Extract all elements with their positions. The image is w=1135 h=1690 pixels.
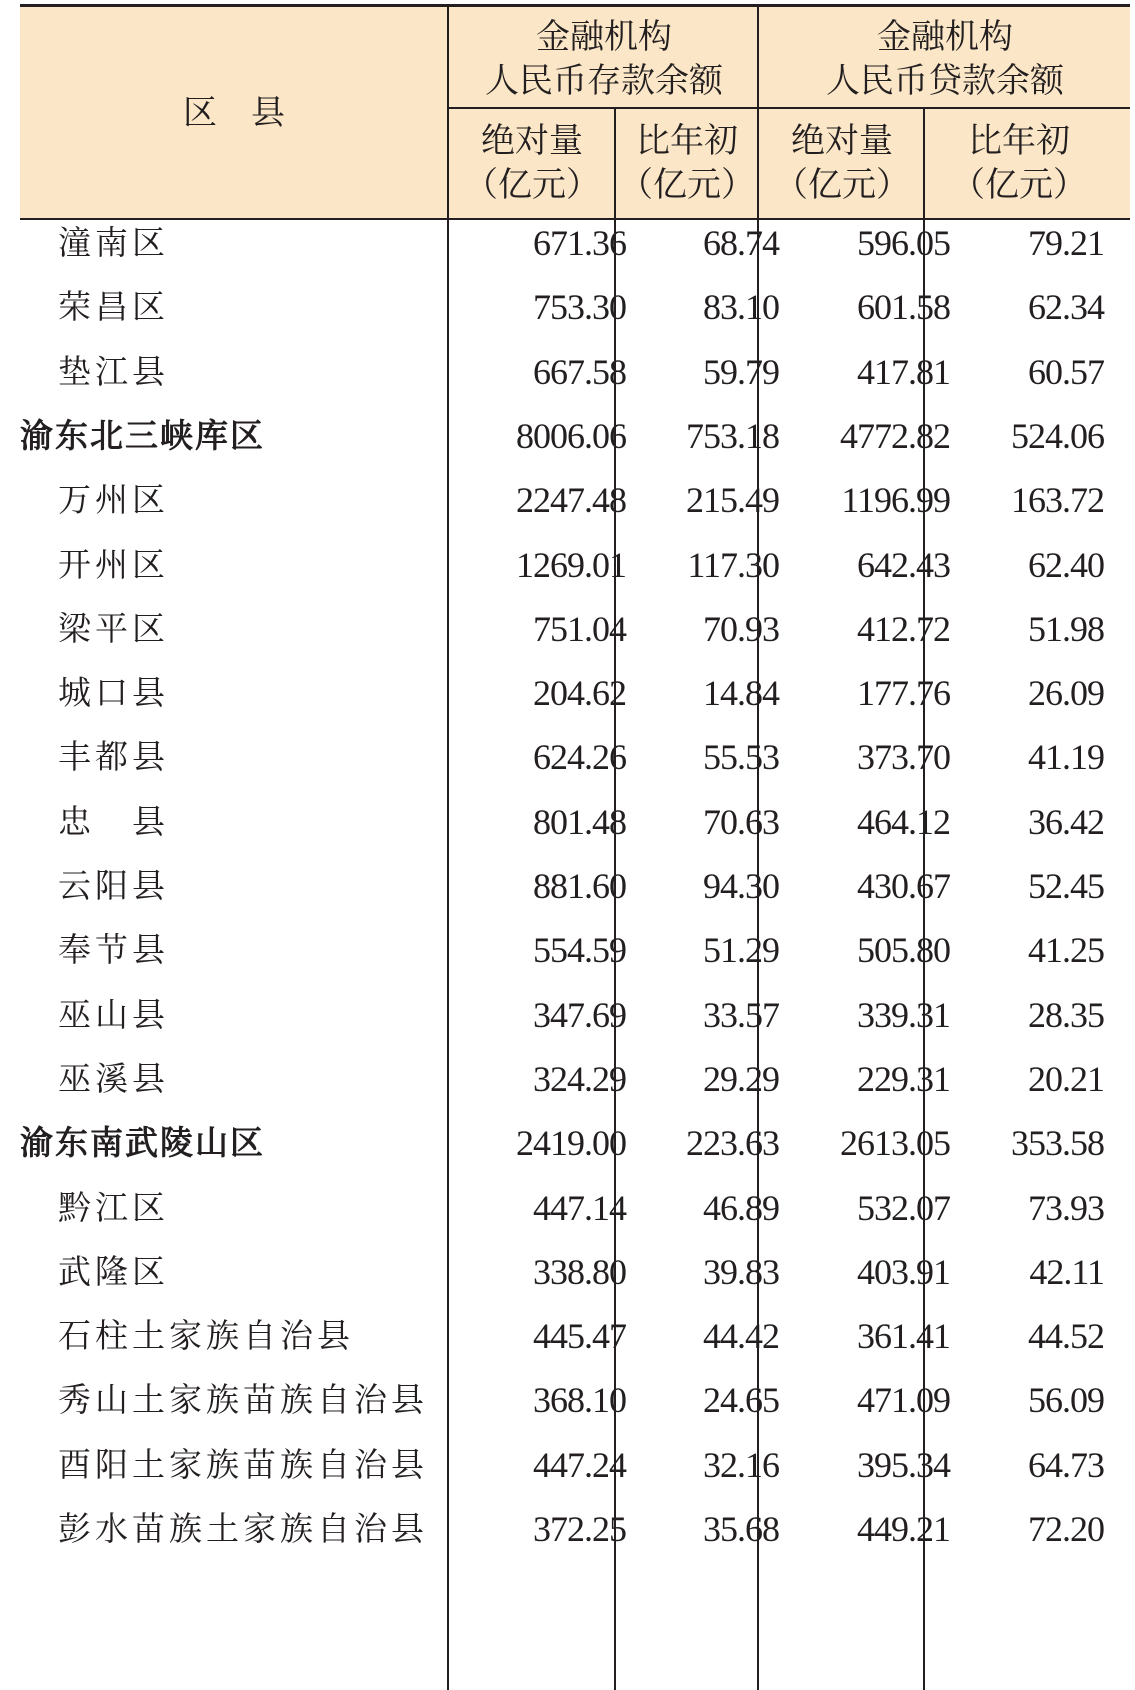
loan-ytd-change-cell: 52.45: [1028, 866, 1104, 906]
deposit-absolute-cell: 1269.01: [516, 544, 626, 585]
deposit-ytd-change-cell: 51.29: [703, 930, 779, 971]
statistics-table: [20, 4, 1130, 1690]
loan-absolute-cell: 464.12: [857, 801, 950, 842]
deposit-ytd-change-cell: 44.42: [703, 1316, 779, 1357]
loan-absolute-cell: 373.70: [857, 737, 950, 778]
loan-ytd-change-cell: 56.09: [1028, 1380, 1104, 1421]
loan-absolute-cell: 532.07: [857, 1187, 950, 1228]
loan-ytd-change-cell: 353.58: [1011, 1123, 1104, 1164]
table-row: [20, 1045, 1130, 1113]
table-row: [20, 916, 1130, 984]
deposit-absolute-cell: 2419.00: [516, 1123, 626, 1164]
loan-ytd-change-cell: 79.21: [1028, 223, 1104, 263]
table-row: [20, 1302, 1130, 1370]
deposit-ytd-change-cell: 39.83: [703, 1251, 779, 1292]
header-region: 区 县: [183, 92, 285, 133]
loan-ytd-change-cell: 41.19: [1028, 737, 1104, 778]
table-row: [20, 1238, 1130, 1306]
deposit-ytd-change-cell: 29.29: [703, 1058, 779, 1099]
deposit-absolute-cell: 667.58: [533, 351, 626, 392]
loan-absolute-cell: 412.72: [857, 608, 950, 649]
deposit-ytd-change-cell: 83.10: [703, 287, 779, 328]
table-row: [20, 852, 1130, 920]
deposit-ytd-change-cell: 14.84: [703, 673, 779, 714]
county-name: 忠 县: [58, 801, 169, 841]
deposit-ytd-change-cell: 94.30: [703, 866, 779, 906]
deposit-absolute-cell: 372.25: [533, 1509, 626, 1549]
header-deposit-group: 金融机构 人民币存款余额: [485, 17, 723, 101]
deposit-absolute-cell: 338.80: [533, 1251, 626, 1292]
header-deposit-abs: 绝对量 （亿元）: [464, 121, 600, 205]
loan-ytd-change-cell: 41.25: [1028, 930, 1104, 971]
county-name: 黔江区: [58, 1187, 169, 1227]
loan-absolute-cell: 596.05: [857, 223, 950, 263]
loan-absolute-cell: 403.91: [857, 1251, 950, 1292]
table-row: [20, 402, 1130, 470]
loan-ytd-change-cell: 20.21: [1028, 1058, 1104, 1099]
county-name: 秀山土家族苗族自治县: [58, 1380, 428, 1420]
loan-ytd-change-cell: 524.06: [1011, 415, 1104, 456]
table-row: [20, 788, 1130, 856]
county-name: 丰都县: [58, 737, 169, 777]
deposit-ytd-change-cell: 68.74: [703, 223, 779, 263]
loan-ytd-change-cell: 73.93: [1028, 1187, 1104, 1228]
table-row: [20, 595, 1130, 663]
county-name: 酉阳土家族苗族自治县: [58, 1444, 428, 1484]
table-row: [20, 981, 1130, 1049]
county-name: 武隆区: [58, 1251, 169, 1291]
deposit-ytd-change-cell: 215.49: [686, 480, 779, 521]
deposit-ytd-change-cell: 46.89: [703, 1187, 779, 1228]
county-name: 万州区: [58, 480, 169, 520]
table-row: [20, 1431, 1130, 1499]
deposit-absolute-cell: 204.62: [533, 673, 626, 714]
loan-ytd-change-cell: 64.73: [1028, 1444, 1104, 1485]
loan-absolute-cell: 395.34: [857, 1444, 950, 1485]
table-row: [20, 723, 1130, 791]
loan-absolute-cell: 177.76: [857, 673, 950, 714]
table-header: [20, 4, 1130, 220]
loan-absolute-cell: 339.31: [857, 994, 950, 1035]
county-name: 巫溪县: [58, 1058, 169, 1098]
loan-ytd-change-cell: 72.20: [1028, 1509, 1104, 1549]
deposit-ytd-change-cell: 59.79: [703, 351, 779, 392]
loan-absolute-cell: 601.58: [857, 287, 950, 328]
county-name: 云阳县: [58, 866, 169, 905]
deposit-absolute-cell: 368.10: [533, 1380, 626, 1421]
county-name: 开州区: [58, 544, 169, 584]
loan-absolute-cell: 361.41: [857, 1316, 950, 1357]
county-name: 梁平区: [58, 608, 169, 648]
deposit-absolute-cell: 881.60: [533, 866, 626, 906]
county-name: 巫山县: [58, 994, 169, 1034]
table-row: [20, 1174, 1130, 1242]
table-row: [20, 1495, 1130, 1563]
deposit-absolute-cell: 447.24: [533, 1444, 626, 1485]
county-name: 荣昌区: [58, 287, 169, 327]
table-row: [20, 659, 1130, 727]
loan-absolute-cell: 505.80: [857, 930, 950, 971]
loan-ytd-change-cell: 26.09: [1028, 673, 1104, 714]
loan-ytd-change-cell: 62.40: [1028, 544, 1104, 585]
deposit-ytd-change-cell: 70.93: [703, 608, 779, 649]
deposit-absolute-cell: 753.30: [533, 287, 626, 328]
deposit-ytd-change-cell: 24.65: [703, 1380, 779, 1421]
deposit-absolute-cell: 324.29: [533, 1058, 626, 1099]
loan-ytd-change-cell: 28.35: [1028, 994, 1104, 1035]
table-row: [20, 531, 1130, 599]
table-row: [20, 466, 1130, 534]
deposit-absolute-cell: 8006.06: [516, 415, 626, 456]
header-loan-abs: 绝对量 （亿元）: [774, 121, 910, 205]
table-row: [20, 1366, 1130, 1434]
loan-absolute-cell: 2613.05: [840, 1123, 950, 1164]
loan-absolute-cell: 1196.99: [841, 480, 950, 521]
deposit-absolute-cell: 554.59: [533, 930, 626, 971]
county-name: 彭水苗族土家族自治县: [58, 1509, 428, 1548]
loan-ytd-change-cell: 42.11: [1029, 1251, 1104, 1292]
loan-ytd-change-cell: 60.57: [1028, 351, 1104, 392]
loan-absolute-cell: 229.31: [857, 1058, 950, 1099]
deposit-absolute-cell: 445.47: [533, 1316, 626, 1357]
county-name: 潼南区: [58, 223, 169, 262]
deposit-ytd-change-cell: 753.18: [686, 415, 779, 456]
deposit-ytd-change-cell: 223.63: [686, 1123, 779, 1164]
deposit-ytd-change-cell: 70.63: [703, 801, 779, 842]
header-divider: [448, 107, 1130, 109]
county-name: 垫江县: [58, 351, 169, 391]
county-name: 城口县: [58, 673, 169, 713]
county-name: 石柱土家族自治县: [58, 1316, 354, 1356]
region-group-name: 渝东南武陵山区: [20, 1123, 265, 1163]
region-group-name: 渝东北三峡库区: [20, 415, 265, 455]
deposit-ytd-change-cell: 55.53: [703, 737, 779, 778]
deposit-absolute-cell: 624.26: [533, 737, 626, 778]
deposit-absolute-cell: 751.04: [533, 608, 626, 649]
table-row: [20, 338, 1130, 406]
loan-ytd-change-cell: 163.72: [1011, 480, 1104, 521]
deposit-absolute-cell: 2247.48: [516, 480, 626, 521]
deposit-ytd-change-cell: 32.16: [703, 1444, 779, 1485]
loan-absolute-cell: 471.09: [857, 1380, 950, 1421]
table-row: [20, 273, 1130, 341]
loan-absolute-cell: 430.67: [857, 866, 950, 906]
deposit-absolute-cell: 671.36: [533, 223, 626, 263]
loan-absolute-cell: 642.43: [857, 544, 950, 585]
deposit-ytd-change-cell: 117.30: [687, 544, 779, 585]
table-row: [20, 1109, 1130, 1177]
header-loan-ytd: 比年初 （亿元）: [951, 121, 1087, 205]
loan-ytd-change-cell: 62.34: [1028, 287, 1104, 328]
deposit-absolute-cell: 447.14: [533, 1187, 626, 1228]
table-row: [20, 209, 1130, 277]
loan-absolute-cell: 417.81: [857, 351, 950, 392]
header-loan-group: 金融机构 人民币贷款余额: [826, 17, 1064, 101]
loan-ytd-change-cell: 44.52: [1028, 1316, 1104, 1357]
deposit-ytd-change-cell: 33.57: [703, 994, 779, 1035]
header-deposit-ytd: 比年初 （亿元）: [619, 121, 755, 205]
deposit-absolute-cell: 801.48: [533, 801, 626, 842]
loan-ytd-change-cell: 36.42: [1028, 801, 1104, 842]
deposit-absolute-cell: 347.69: [533, 994, 626, 1035]
loan-ytd-change-cell: 51.98: [1028, 608, 1104, 649]
loan-absolute-cell: 4772.82: [840, 415, 950, 456]
county-name: 奉节县: [58, 930, 169, 970]
deposit-ytd-change-cell: 35.68: [703, 1509, 779, 1549]
loan-absolute-cell: 449.21: [857, 1509, 950, 1549]
